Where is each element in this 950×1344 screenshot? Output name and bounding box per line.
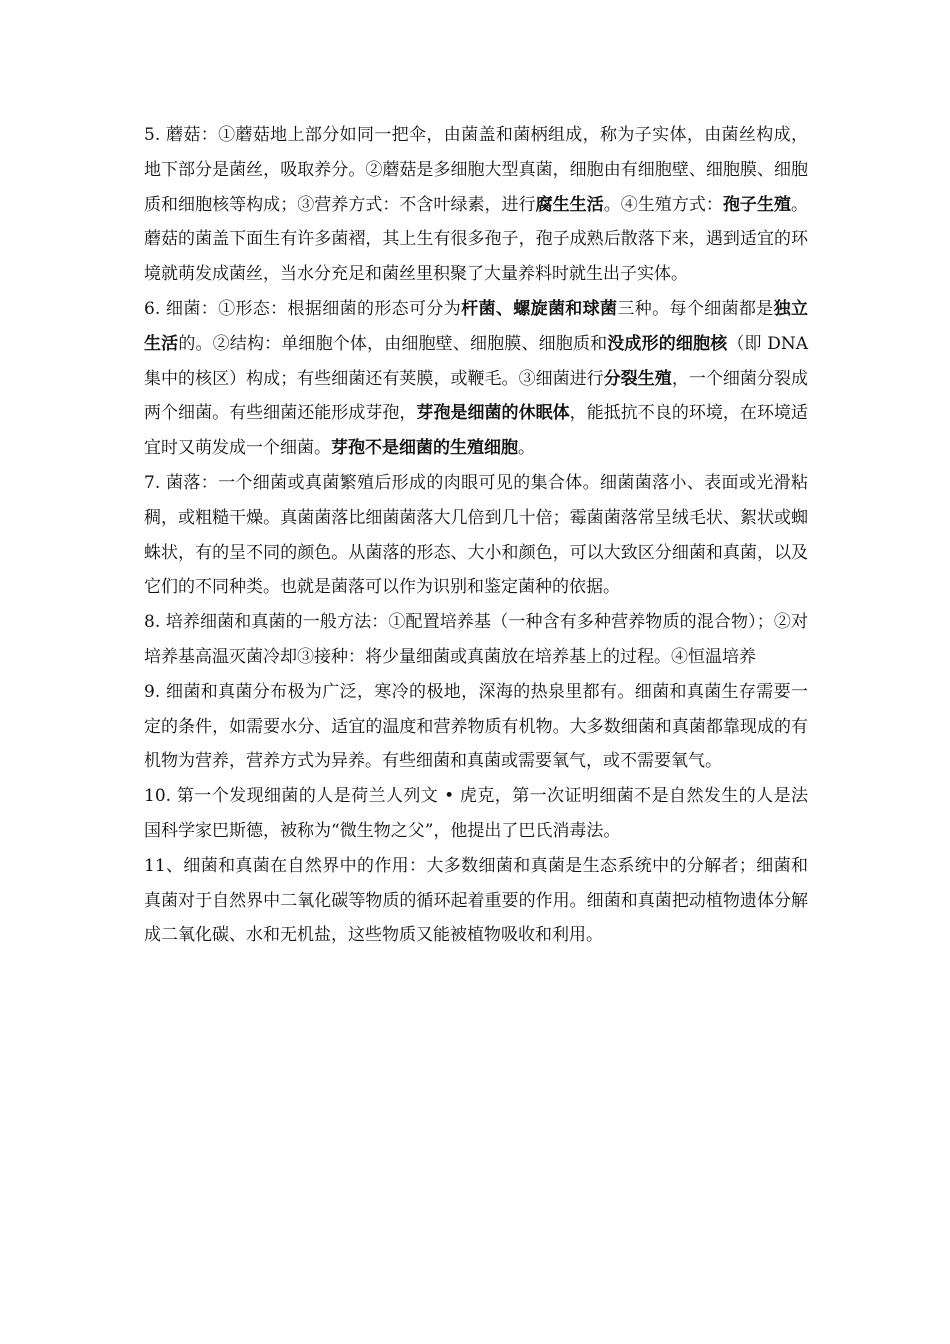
paragraph-history <box>144 779 808 849</box>
paragraph-distribution <box>144 675 808 779</box>
text-segment: 10. 第一个发现细菌的人是荷兰人列文 • 虎克，第一次证明细菌不是自然发生的人是法国科学家巴斯德，被称为“微生物之父”，他提出了巴氏消毒法。 <box>144 786 808 841</box>
text-segment: 。 <box>518 438 535 459</box>
text-segment: 9. 细菌和真菌分布极为广泛，寒冷的极地，深海的热泉里都有。细菌和真菌生存需要一定的条件，如需要水分、适宜的温度和营养物质有机物。大多数细菌和真菌都靠现成的有机物为营养，营养方式为异养。有些细菌和真菌或需要氧气，或不需要氧气。 <box>144 681 808 772</box>
text-segment: 三种。每个细菌都是 <box>617 298 774 319</box>
bold-term: 孢子生殖 <box>722 194 792 215</box>
paragraph-mushroom <box>144 118 808 292</box>
text-segment: 的。②结构：单细胞个体，由细胞壁、细胞膜、细胞质和 <box>178 333 608 354</box>
bold-term: 杆菌、螺旋菌和球菌 <box>461 298 618 319</box>
text-segment: 5. 蘑菇：①蘑菇地上部分如同一把伞，由菌盖和菌柄组成，称为子实体，由菌丝构成，地下部分是菌丝，吸取养分。②蘑菇是多细胞大型真菌，细胞由有细胞壁、细胞膜、细胞质和细胞核等构成；③营养方式：不含叶绿素，进行 <box>144 125 808 215</box>
text-segment: 6. 细菌：①形态：根据细菌的形态可分为 <box>144 298 462 319</box>
bold-term: 分裂生殖 <box>603 368 672 389</box>
bold-term: 独立生活 <box>144 298 809 354</box>
text-segment: 7. 菌落：一个细菌或真菌繁殖后形成的肉眼可见的集合体。细菌菌落小、表面或光滑粘稠，或粗糙干燥。真菌菌落比细菌菌落大几倍到几十倍；霉菌菌落常呈绒毛状、絮状或蜘蛛状，有的呈不同的颜色。从菌落的形态、大小和颜色，可以大致区分细菌和真菌，以及它们的不同种类。也就是菌落可以作为识别和鉴定菌种的依据。 <box>144 472 808 598</box>
text-segment: 11、细菌和真菌在自然界中的作用：大多数细菌和真菌是生态系统中的分解者；细菌和真菌对于自然界中二氧化碳等物质的循环起着重要的作用。细菌和真菌把动植物遗体分解成二氧化碳、水和无机盐，这些物质又能被植物吸收和利用。 <box>144 855 808 946</box>
text-segment: ，能抵抗不良的环境，在环境适宜时又萌发成一个细菌。 <box>144 403 809 459</box>
text-segment: （即 DNA 集中的核区）构成；有些细菌还有荚膜，或鞭毛。③细菌进行 <box>144 333 809 389</box>
bold-term: 芽孢不是细菌的生殖细胞 <box>331 438 518 459</box>
bold-term: 腐生生活 <box>535 194 604 215</box>
text-segment: 。蘑菇的菌盖下面生有许多菌褶，其上生有很多孢子，孢子成熟后散落下来，遇到适宜的环境就萌发成菌丝，当水分充足和菌丝里积聚了大量养料时就生出子实体。 <box>144 194 809 285</box>
text-segment: 8. 培养细菌和真菌的一般方法：①配置培养基（一种含有多种营养物质的混合物）；②对培养基高温灭菌冷却③接种：将少量细菌或真菌放在培养基上的过程。④恒温培养 <box>144 612 808 667</box>
bold-term: 芽孢是细菌的休眠体 <box>416 403 570 424</box>
paragraph-role-in-nature <box>144 849 808 953</box>
document-body <box>144 118 808 953</box>
paragraph-bacteria <box>144 292 808 466</box>
text-segment: ，一个细菌分裂成两个细菌。有些细菌还能形成芽孢， <box>144 368 809 424</box>
text-segment: 。④生殖方式： <box>603 194 723 215</box>
paragraph-culture-method <box>144 605 808 675</box>
paragraph-colony <box>144 466 808 605</box>
bold-term: 没成形的细胞核 <box>607 333 728 354</box>
